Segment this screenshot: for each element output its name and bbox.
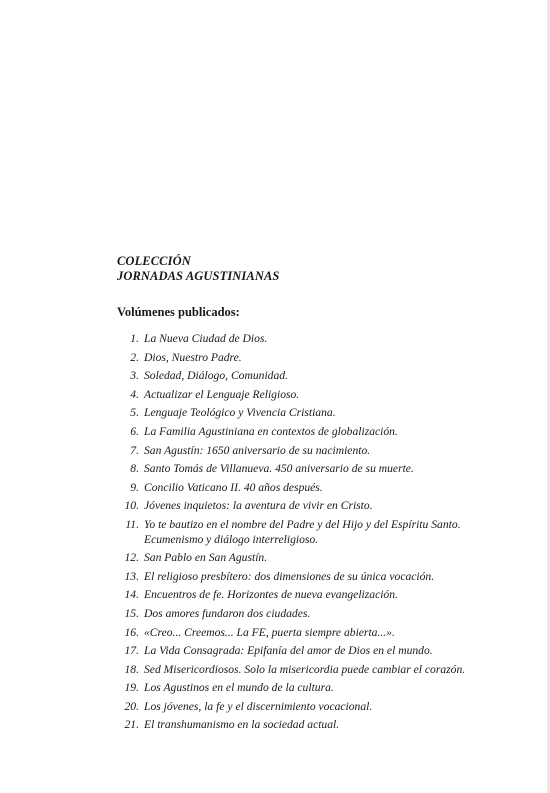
volume-title: Yo te bautizo en el nombre del Padre y del Hijo y del Espíritu Santo. Ecumenismo y diálogo interreligioso. (144, 517, 461, 546)
volume-item (117, 718, 527, 733)
volume-number: 10. (124, 499, 139, 513)
volume-title: San Agustín: 1650 aniversario de su nacimiento. (144, 443, 371, 457)
volume-item (117, 700, 527, 715)
volume-number: 11. (125, 517, 139, 531)
volume-title: La Familia Agustiniana en contextos de globalización. (144, 424, 398, 438)
volume-item (117, 588, 527, 603)
volume-title: La Vida Consagrada: Epifanía del amor de Dios en el mundo. (144, 644, 433, 658)
volume-title: Dios, Nuestro Padre. (144, 350, 242, 364)
collection-title-line-2: JORNADAS AGUSTINIANAS (117, 269, 280, 283)
volume-number: 20. (124, 699, 139, 713)
volume-number: 4. (130, 387, 139, 401)
volume-number: 15. (124, 606, 139, 620)
volume-title: Concilio Vaticano II. 40 años después. (144, 480, 323, 494)
volume-item (117, 518, 527, 547)
volume-title: Encuentros de fe. Horizontes de nueva evangelización. (144, 588, 398, 602)
volume-title: San Pablo en San Agustín. (144, 551, 268, 565)
volume-number: 7. (130, 443, 139, 457)
volume-title: El religioso presbítero: dos dimensiones de su única vocación. (144, 569, 435, 583)
volume-item (117, 388, 527, 403)
volume-title: Jóvenes inquietos: la aventura de vivir en Cristo. (144, 499, 373, 513)
volume-number: 14. (124, 588, 139, 602)
volume-item (117, 644, 527, 659)
volume-title: El transhumanismo en la sociedad actual. (144, 718, 340, 732)
volume-item (117, 444, 527, 459)
volume-item (117, 499, 527, 514)
volume-item (117, 481, 527, 496)
volume-number: 21. (124, 718, 139, 732)
volume-number: 2. (130, 350, 139, 364)
volume-number: 1. (130, 332, 139, 345)
volume-item (117, 663, 527, 678)
volume-number: 8. (130, 462, 139, 476)
volume-number: 5. (130, 406, 139, 420)
volume-number: 13. (124, 569, 139, 583)
volumes-heading: Volúmenes publicados: (117, 305, 240, 319)
volume-list (117, 332, 527, 733)
volume-item (117, 607, 527, 622)
volume-item (117, 406, 527, 421)
volume-title: «Creo... Creemos... La FE, puerta siempre abierta...». (144, 625, 395, 639)
volume-title: Santo Tomás de Villanueva. 450 aniversario de su muerte. (144, 462, 414, 476)
volume-number: 9. (130, 480, 139, 494)
volume-item (117, 351, 527, 366)
volume-item (117, 462, 527, 477)
volume-number: 19. (124, 681, 139, 695)
volume-item (117, 551, 527, 566)
volume-title: Los jóvenes, la fe y el discernimiento vocacional. (144, 699, 373, 713)
collection-page (117, 254, 527, 737)
volume-title: Soledad, Diálogo, Comunidad. (144, 369, 288, 383)
volume-number: 18. (124, 662, 139, 676)
volume-item (117, 332, 527, 347)
volume-title: Actualizar el Lenguaje Religioso. (144, 387, 300, 401)
volume-title: La Nueva Ciudad de Dios. (144, 332, 268, 345)
volume-item (117, 369, 527, 384)
volume-title: Sed Misericordiosos. Solo la misericordia puede cambiar el corazón. (144, 662, 466, 676)
volume-title: Los Agustinos en el mundo de la cultura. (144, 681, 334, 695)
volume-number: 16. (124, 625, 139, 639)
volume-item (117, 425, 527, 440)
volume-title: Dos amores fundaron dos ciudades. (144, 606, 311, 620)
collection-title-line-1: COLECCIÓN (117, 254, 191, 268)
volume-item (117, 570, 527, 585)
volume-number: 3. (130, 369, 139, 383)
volume-item (117, 626, 527, 641)
volume-item (117, 681, 527, 696)
volume-title: Lenguaje Teológico y Vivencia Cristiana. (144, 406, 336, 420)
volume-number: 6. (130, 424, 139, 438)
volume-number: 17. (124, 644, 139, 658)
volume-number: 12. (124, 551, 139, 565)
